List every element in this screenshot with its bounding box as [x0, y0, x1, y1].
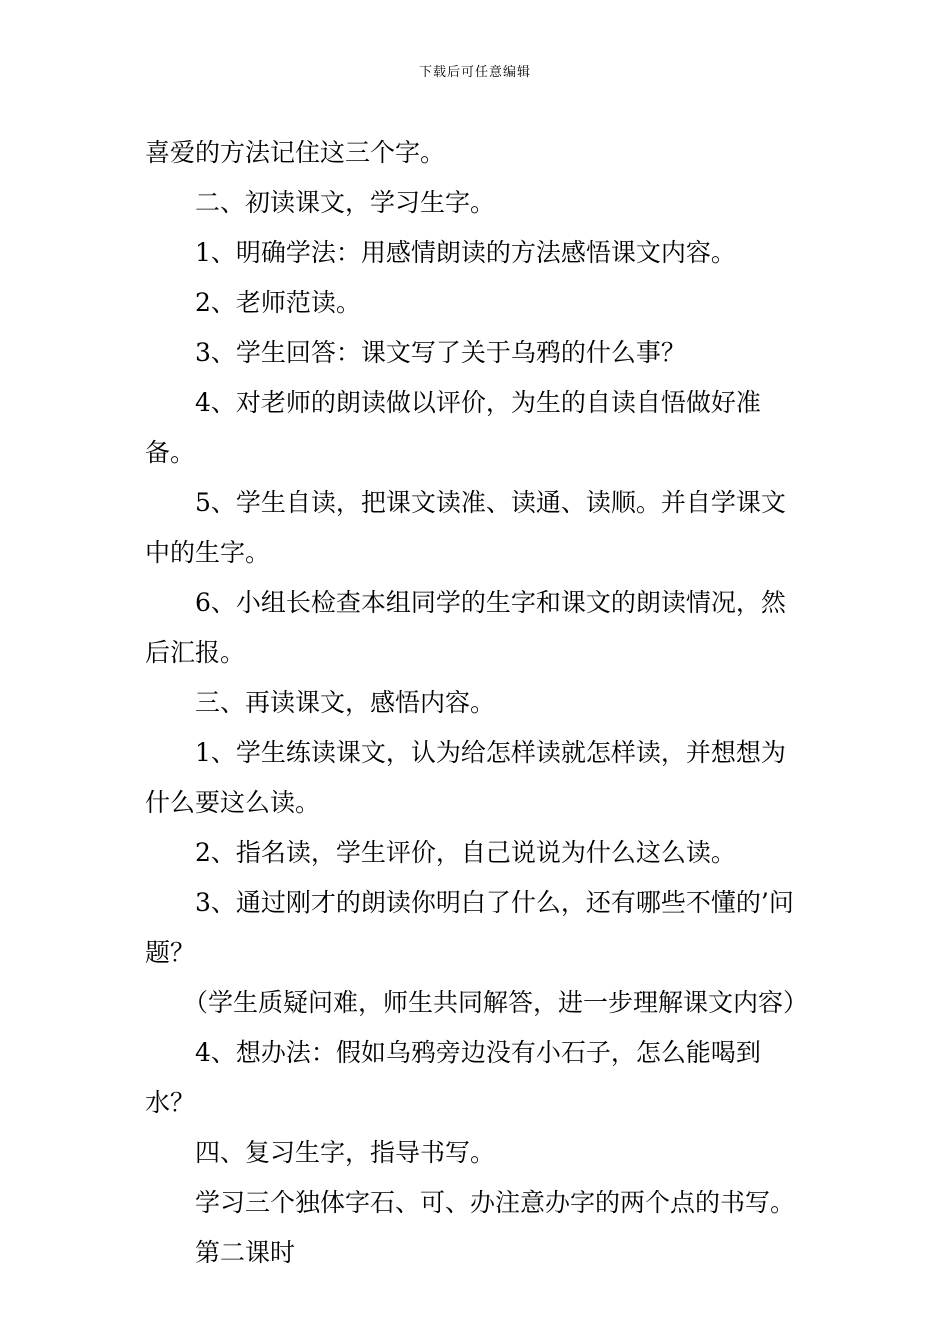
- paragraph: 4、对老师的朗读做以评价，为生的自读自悟做好准备。: [145, 388, 761, 467]
- paragraph: 2、指名读，学生评价，自己说说为什么这么读。: [195, 838, 736, 867]
- document-body: [145, 128, 810, 1278]
- paragraph: 4、想办法：假如乌鸦旁边没有小石子，怎么能喝到水？: [145, 1038, 761, 1117]
- paragraph: 2、老师范读。: [195, 288, 361, 317]
- lesson-heading: 第二课时: [195, 1238, 296, 1267]
- paragraph: 喜爱的方法记住这三个字。: [145, 138, 446, 167]
- paragraph: 5、学生自读，把课文读准、读通、读顺。并自学课文中的生字。: [145, 488, 786, 567]
- paragraph: 1、明确学法：用感情朗读的方法感悟课文内容。: [195, 238, 736, 267]
- paragraph: 学习三个独体字石、可、办注意办字的两个点的书写。: [195, 1188, 796, 1217]
- paragraph: 3、通过刚才的朗读你明白了什么，还有哪些不懂的’问题？: [145, 888, 794, 967]
- paragraph: 6、小组长检查本组同学的生字和课文的朗读情况，然后汇报。: [145, 588, 786, 667]
- paragraph: （学生质疑问难，师生共同解答，进一步理解课文内容）: [183, 988, 809, 1017]
- section-heading: 二、初读课文，学习生字。: [195, 188, 496, 217]
- section-heading: 三、再读课文，感悟内容。: [195, 688, 496, 717]
- paragraph: 3、学生回答：课文写了关于乌鸦的什么事？: [195, 338, 686, 367]
- section-heading: 四、复习生字，指导书写。: [195, 1138, 496, 1167]
- page-header: 下载后可任意编辑: [418, 65, 531, 80]
- paragraph: 1、学生练读课文，认为给怎样读就怎样读，并想想为什么要这么读。: [145, 738, 786, 817]
